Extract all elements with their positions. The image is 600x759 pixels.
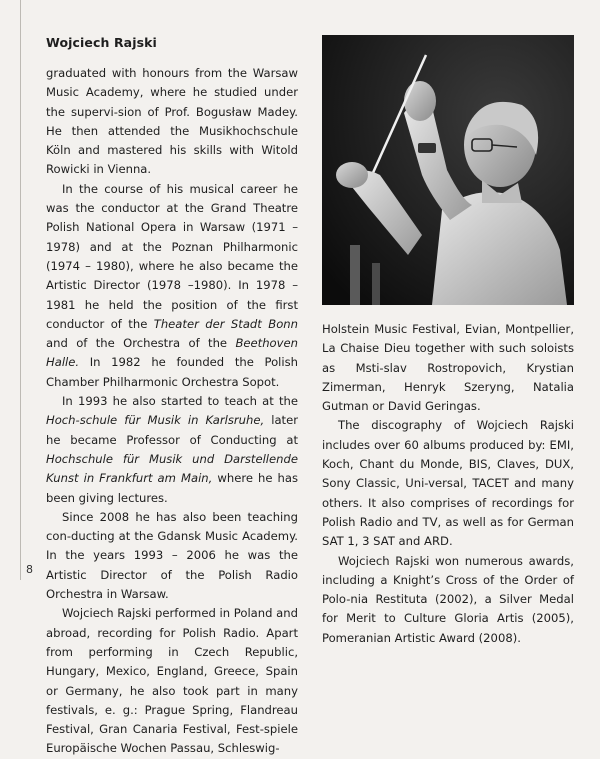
paragraph: Wojciech Rajski won numerous awards, including a Knight’s Cross of the Order of Polo-nia Restituta (2002), a Silver Medal for Merit to Culture Gloria Artis (2005), Pomeranian Artistic Award (2008). xyxy=(322,553,574,645)
paragraph: In the course of his musical career he was the conductor at the Grand Theatre Polish National Opera in Warsaw (1971 – 1978) and at the Poznan Philharmonic (1974 – 1980), where he also became the Artistic Director (1978 –1980). In 1978 – 1981 he held the position of the first conductor of the Theater der Stadt Bonn and of the Orchestra of the Beethoven Halle. In 1982 he founded the Polish Chamber Philharmonic Orchestra Sopot. xyxy=(46,181,298,389)
paragraph: graduated with honours from the Warsaw Music Academy, where he studied under the supervi-sion of Prof. Bogusław Madey. He then attended the Musikhochschule Köln and mastered his skills with Witold Rowicki in Vienna. xyxy=(46,66,298,177)
right-text-column xyxy=(322,320,574,648)
conductor-photo xyxy=(322,35,574,305)
page-title: Wojciech Rajski xyxy=(46,35,157,50)
paragraph: Since 2008 he has also been teaching con-ducting at the Gdansk Music Academy. In the years 1993 – 2006 he was the Artistic Director of the Polish Radio Orchestra in Warsaw. xyxy=(46,509,298,602)
paragraph: In 1993 he also started to teach at the Hoch-schule für Musik in Karlsruhe, later he became Professor of Conducting at Hochschule für Musik und Darstellende Kunst in Frankfurt am Main, where he has been giving lectures. xyxy=(46,394,298,505)
conductor-illustration xyxy=(322,35,574,305)
margin-rule xyxy=(20,0,21,580)
paragraph: Wojciech Rajski performed in Poland and abroad, recording for Polish Radio. Apart from performing in Czech Republic, Hungary, Mexico, England, Greece, Spain or Germany, he also took part in many festivals, e. g.: Prague Spring, Flandreau Festival, Gran Canaria Festival, Fest-spiele Europäische Wochen Passau, Schleswig- xyxy=(46,606,298,756)
left-text-column xyxy=(46,64,298,759)
paragraph: Holstein Music Festival, Evian, Montpellier, La Chaise Dieu together with such soloists as Msti-slav Rostropovich, Krystian Zimerman, Henryk Szeryng, Natalia Gutman or David Geringas. xyxy=(322,322,574,414)
page-number: 8 xyxy=(26,563,33,576)
paragraph: The discography of Wojciech Rajski includes over 60 albums produced by: EMI, Koch, Chant du Monde, BIS, Claves, DUX, Sony Classic, Uni-versal, TACET and many others. It also comprises of recordings for Polish Radio and TV, as well as for German SAT 1, 3 SAT and ARD. xyxy=(322,418,574,549)
